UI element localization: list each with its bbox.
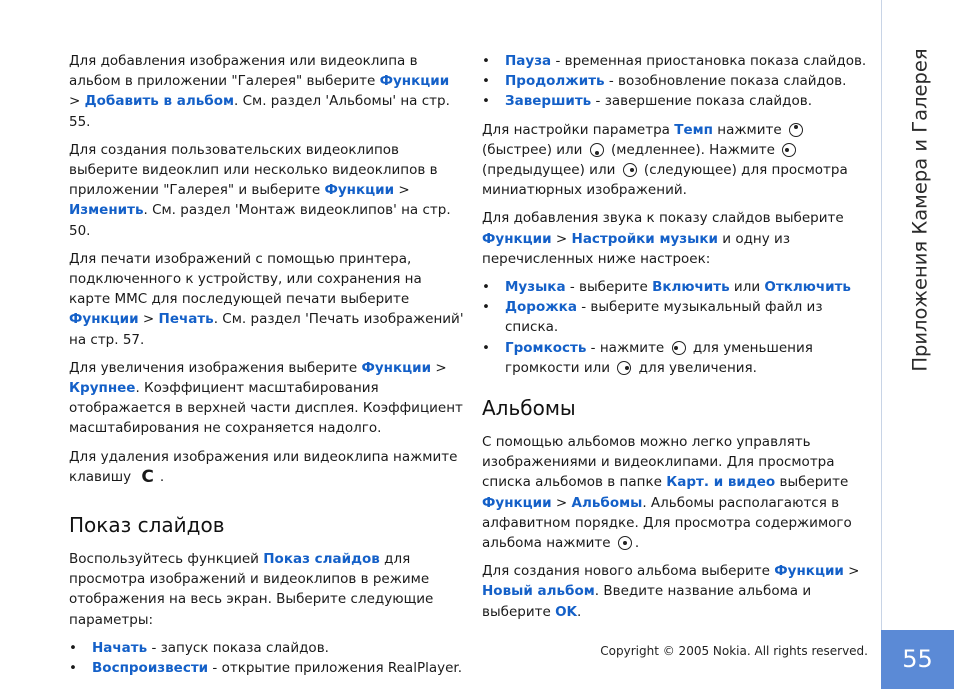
menu-ref-functions: Функции: [324, 182, 395, 199]
menu-ref-add-to-album: Добавить в альбом: [84, 93, 235, 110]
clear-key-icon: C: [141, 466, 154, 487]
menu-ref-tempo: Темп: [674, 121, 713, 138]
joystick-left-icon: [672, 341, 686, 355]
paragraph-delete: Для удаления изображения или видеоклипа нажмите клавишу C .: [69, 448, 458, 487]
list-item: • Начать - запуск показа слайдов.: [69, 639, 329, 656]
menu-ref-print: Печать: [158, 311, 214, 328]
list-item: • Громкость - нажмите для уменьшения громкости или для увеличения.: [482, 339, 813, 376]
paragraph-albums: С помощью альбомов можно легко управлять изображениями и видеоклипами. Для просмотра списка альбомов в папке Карт. и видео выберите Функции > Альбомы. Альбомы располагаются в алфавитном порядке. Для просмотра содержимого альбома нажмите .: [482, 434, 852, 552]
list-item: • Пауза - временная приостановка показа слайдов.: [482, 53, 867, 69]
joystick-down-icon: [590, 143, 604, 157]
music-settings-list: [482, 277, 870, 378]
paragraph-slideshow: Воспользуйтесь функцией Показ слайдов для просмотра изображений и видеоклипов в режиме отображения на весь экран. Выберите следующие параметры:: [69, 551, 434, 628]
paragraph-edit-video: Для создания пользовательских видеоклипов выберите видеоклип или несколько видеоклипов в приложении "Галерея" и выберите Функции > Изменить. См. раздел 'Монтаж видеоклипов' на стр. 50.: [69, 141, 451, 239]
menu-ref-functions: Функции: [379, 73, 450, 90]
chapter-title: Приложения Камера и Галерея: [908, 48, 932, 372]
paragraph-new-album: Для создания нового альбома выберите Функции > Новый альбом. Введите название альбома и выберите OK.: [482, 563, 860, 620]
copyright-footer: Copyright © 2005 Nokia. All rights reserved.: [600, 644, 868, 658]
joystick-left-icon: [782, 143, 796, 157]
menu-ref-new-album: Новый альбом: [482, 583, 595, 600]
paragraph-zoom: Для увеличения изображения выберите Функции > Крупнее. Коэффициент масштабирования отображается в верхней части дисплея. Коэффициент масштабирования не сохраняется надолго.: [69, 359, 463, 437]
menu-ref-albums: Альбомы: [571, 494, 643, 511]
menu-ref-zoom-in: Крупнее: [69, 380, 136, 397]
list-item: • Музыка - выберите Включить или Отключить: [482, 279, 851, 296]
right-column: [482, 51, 870, 630]
slideshow-controls-list: [482, 51, 870, 112]
menu-ref-functions: Функции: [69, 311, 139, 328]
paragraph-print: Для печати изображений с помощью принтера, подключенного к устройству, или сохранения на карте MMC для последующей печати выберите Функции > Печать. См. раздел 'Печать изображений' на стр. 57.: [69, 250, 464, 348]
heading-slideshow: Показ слайдов: [69, 513, 225, 538]
menu-ref-edit: Изменить: [69, 202, 144, 219]
joystick-up-icon: [789, 123, 803, 137]
menu-ref-images-video: Карт. и видео: [666, 474, 776, 491]
left-column: [69, 51, 464, 686]
joystick-right-icon: [623, 163, 637, 177]
joystick-press-icon: [618, 536, 632, 550]
menu-ref-functions: Функции: [361, 359, 432, 376]
list-item: • Продолжить - возобновление показа слайдов.: [482, 73, 847, 90]
joystick-right-icon: [617, 361, 631, 375]
menu-ref-functions: Функции: [482, 494, 552, 511]
page-number: 55: [881, 630, 954, 689]
paragraph-music-settings: Для добавления звука к показу слайдов выберите Функции > Настройки музыки и одну из перечисленных ниже настроек:: [482, 210, 844, 267]
menu-ref-functions: Функции: [482, 230, 552, 247]
list-item: • Воспроизвести - открытие приложения RealPlayer.: [69, 660, 463, 677]
paragraph-add-to-album: Для добавления изображения или видеоклипа в альбом в приложении "Галерея" выберите Функции > Добавить в альбом. См. раздел 'Альбомы' на стр. 55.: [69, 53, 450, 130]
menu-ref-functions: Функции: [774, 563, 844, 580]
menu-ref-slideshow: Показ слайдов: [263, 551, 380, 568]
paragraph-tempo: Для настройки параметра Темп нажмите (быстрее) или (медленнее). Нажмите (предыдущее) или (следующее) для просмотра миниатюрных изображений.: [482, 121, 848, 199]
menu-ref-music-settings: Настройки музыки: [571, 230, 718, 247]
menu-ref-ok: OK: [555, 603, 577, 620]
list-item: • Завершить - завершение показа слайдов.: [482, 93, 813, 110]
list-item: • Дорожка - выберите музыкальный файл из списка.: [482, 299, 823, 336]
heading-albums: Альбомы: [482, 396, 576, 421]
slideshow-options-list: [69, 638, 464, 678]
